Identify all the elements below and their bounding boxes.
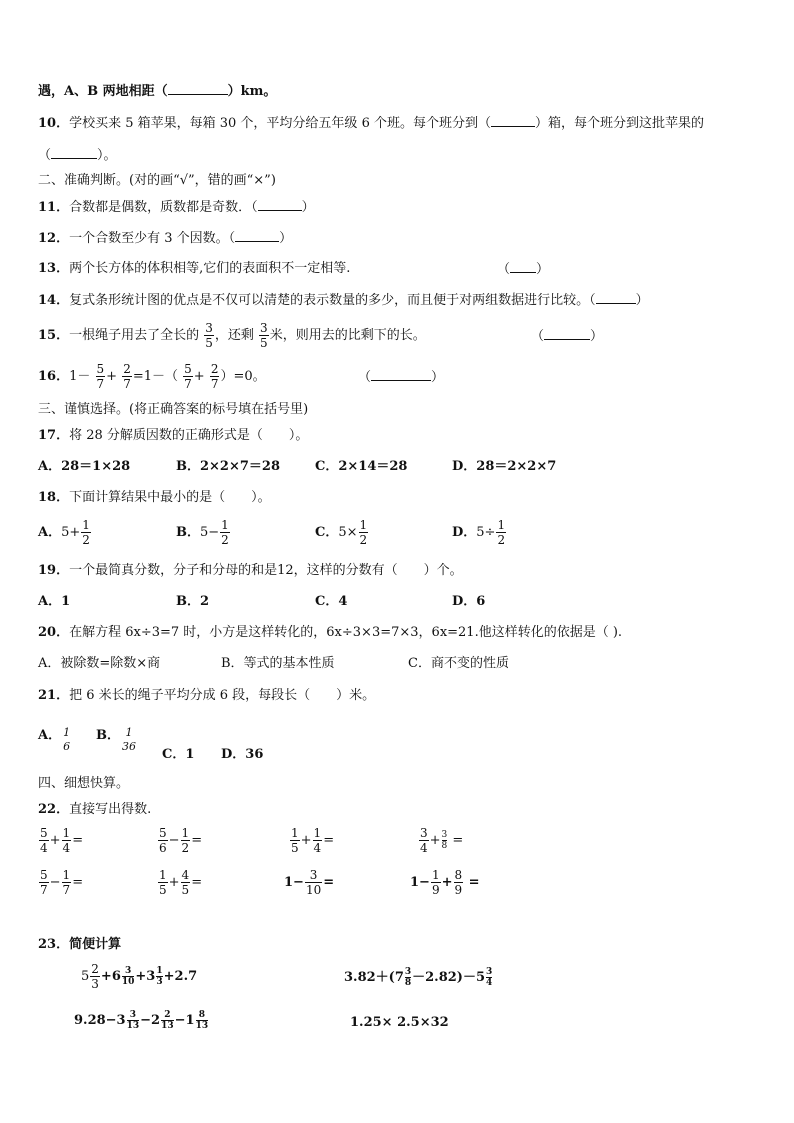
answer-blank[interactable] xyxy=(371,368,431,381)
question-16: 16．1－ $\frac{5}{7}$ + $\frac{2}{7}$ =1－（ $\frac{5}{7}$ + $\frac{2}{7}$ ）=0。 xyxy=(38,362,266,391)
answer-blank[interactable] xyxy=(51,146,97,159)
fraction: $\frac{1}{3}$ xyxy=(156,966,163,987)
fraction: $\frac{8}{13}$ xyxy=(195,1010,209,1031)
question-13-paren: （ ） xyxy=(497,262,550,277)
question-13: 13．两个长方体的体积相等,它们的表面积不一定相等. xyxy=(38,261,351,276)
q9-tail: 遇，A、B 两地相距（ ）km。 xyxy=(38,84,277,99)
question-22: 22．直接写出得数. xyxy=(38,802,152,817)
calc-expression-1: 5 $\frac{2}{3}$ +6 $\frac{3}{10}$ +3 $\frac{1}{3}$ +2.7 xyxy=(81,962,198,991)
calc-item: $\frac{1}{5}$ + $\frac{4}{5}$ = xyxy=(159,868,203,897)
question-20: 20．在解方程 6x÷3=7 时，小方是这样转化的，6x÷3×3=7×3，6x=21.他这样转化的依据是（ ). xyxy=(38,625,623,640)
answer-blank[interactable] xyxy=(258,198,302,211)
fraction: $\frac{1}{4}$ xyxy=(62,826,71,855)
fraction: $\frac{8}{9}$ xyxy=(454,868,463,897)
fraction: $\frac{2}{13}$ xyxy=(161,1010,174,1031)
fraction: 1 6 xyxy=(63,726,71,753)
fraction: $\frac{3}{13}$ xyxy=(126,1010,140,1031)
question-11: 11．合数都是偶数，质数都是奇数．（ ） xyxy=(38,200,315,215)
question-19: 19．一个最简真分数，分子和分母的和是12，这样的分数有（ ）个。 xyxy=(38,563,463,578)
option-d[interactable]: D．5÷ $\frac{1}{2}$ xyxy=(452,518,506,547)
option-a[interactable]: A． 1 6 xyxy=(38,726,71,753)
option-c[interactable]: C．2×14＝28 xyxy=(315,459,408,474)
fraction: $\frac{5}{6}$ xyxy=(159,826,167,855)
calc-expression-3: 9.28−3 $\frac{3}{13}$ −2 $\frac{2}{13}$ −1 $\frac{8}{13}$ xyxy=(74,1010,209,1031)
question-14: 14．复式条形统计图的优点是不仅可以清楚的表示数量的多少，而且便于对两组数据进行比较。（ ） xyxy=(38,293,649,308)
question-12: 12．一个合数至少有 3 个因数。（ ） xyxy=(38,231,293,246)
question-15-paren: （ ） xyxy=(531,329,604,344)
question-21: 21．把 6 米长的绳子平均分成 6 段，每段长（ ）米。 xyxy=(38,688,376,703)
option-d[interactable]: D．6 xyxy=(452,594,486,609)
fraction: $\frac{1}{2}$ xyxy=(497,518,506,547)
fraction: $\frac{2}{7}$ xyxy=(123,362,131,391)
option-b[interactable]: B．2×2×7＝28 xyxy=(176,459,281,474)
section-3-heading: 三、谨慎选择。(将正确答案的标号填在括号里) xyxy=(38,402,309,417)
fraction: $\frac{1}{2}$ xyxy=(221,518,229,547)
option-a[interactable]: A．1 xyxy=(38,594,71,609)
option-c[interactable]: C．商不变的性质 xyxy=(408,656,509,671)
fraction: $\frac{3}{5}$ xyxy=(205,321,213,350)
fraction: $\frac{1}{4}$ xyxy=(313,826,322,855)
answer-blank[interactable] xyxy=(168,82,228,95)
option-d[interactable]: D．36 xyxy=(221,747,264,762)
question-15: 15．一根绳子用去了全长的 $\frac{3}{5}$ ，还剩 $\frac{3}{5}$ 米，则用去的比剩下的长。 xyxy=(38,321,426,350)
question-18: 18．下面计算结果中最小的是（ ）。 xyxy=(38,490,271,505)
fraction: $\frac{5}{7}$ xyxy=(96,362,105,391)
calc-item: 1− $\frac{3}{10}$ = xyxy=(284,868,335,897)
calc-item: $\frac{5}{6}$ − $\frac{1}{2}$ = xyxy=(159,826,203,855)
fraction: $\frac{4}{5}$ xyxy=(181,868,190,897)
section-2-heading: 二、准确判断。(对的画“√”，错的画“×”) xyxy=(38,173,276,188)
fraction: $\frac{3}{8}$ xyxy=(441,830,448,851)
fraction: $\frac{1}{2}$ xyxy=(181,826,190,855)
calc-expression-4: 1.25× 2.5×32 xyxy=(350,1015,449,1030)
calc-expression-2: 3.82＋(7 $\frac{3}{8}$ －2.82)－5 $\frac{3}{4}$ xyxy=(344,967,493,988)
option-c[interactable]: C．4 xyxy=(315,594,348,609)
option-a[interactable]: A．5+ $\frac{1}{2}$ xyxy=(38,518,90,547)
calc-item: $\frac{5}{7}$ − $\frac{1}{7}$ = xyxy=(40,868,84,897)
question-23: 23．简便计算 xyxy=(38,937,122,952)
option-b[interactable]: B． 1 36 xyxy=(96,726,136,753)
question-16-paren: （ ） xyxy=(358,370,445,385)
fraction: $\frac{5}{7}$ xyxy=(184,362,192,391)
answer-blank[interactable] xyxy=(491,114,535,127)
fraction: $\frac{3}{8}$ xyxy=(404,967,412,988)
section-4-heading: 四、细想快算。 xyxy=(38,776,130,791)
answer-blank[interactable] xyxy=(235,229,279,242)
fraction: $\frac{3}{10}$ xyxy=(305,868,322,897)
option-c[interactable]: C．1 xyxy=(162,747,195,762)
fraction: $\frac{1}{2}$ xyxy=(359,518,368,547)
fraction: $\frac{3}{10}$ xyxy=(121,966,135,987)
fraction: $\frac{1}{5}$ xyxy=(159,868,167,897)
fraction: $\frac{1}{5}$ xyxy=(291,826,299,855)
option-c[interactable]: C．5× $\frac{1}{2}$ xyxy=(315,518,368,547)
fraction: $\frac{3}{5}$ xyxy=(260,321,268,350)
fraction: $\frac{1}{2}$ xyxy=(82,518,90,547)
option-a[interactable]: A．被除数=除数×商 xyxy=(38,656,161,671)
option-b[interactable]: B．等式的基本性质 xyxy=(221,656,335,671)
fraction: 1 36 xyxy=(122,726,136,753)
fraction: $\frac{1}{9}$ xyxy=(431,868,440,897)
option-a[interactable]: A．28＝1×28 xyxy=(38,459,131,474)
fraction: $\frac{3}{4}$ xyxy=(420,826,428,855)
calc-item: $\frac{1}{5}$ + $\frac{1}{4}$ = xyxy=(291,826,335,855)
fraction: $\frac{3}{4}$ xyxy=(485,967,493,988)
answer-blank[interactable] xyxy=(596,291,636,304)
question-17: 17．将 28 分解质因数的正确形式是（ ）。 xyxy=(38,428,309,443)
calc-item: 1− $\frac{1}{9}$ + $\frac{8}{9}$ = xyxy=(410,868,480,897)
fraction: $\frac{1}{7}$ xyxy=(62,868,71,897)
option-b[interactable]: B．5− $\frac{1}{2}$ xyxy=(176,518,229,547)
question-10-line2: （ ）。 xyxy=(38,148,117,163)
calc-item: $\frac{3}{4}$ + $\frac{3}{8}$ = xyxy=(420,826,464,855)
answer-blank[interactable] xyxy=(510,260,536,273)
option-b[interactable]: B．2 xyxy=(176,594,210,609)
fraction: $\frac{2}{7}$ xyxy=(210,362,219,391)
answer-blank[interactable] xyxy=(544,327,590,340)
question-10: 10．学校买来 5 箱苹果，每箱 30 个，平均分给五年级 6 个班。每个班分到（ ）箱，每个班分到这批苹果的 xyxy=(38,116,704,131)
fraction: $\frac{5}{4}$ xyxy=(40,826,48,855)
option-d[interactable]: D．28＝2×2×7 xyxy=(452,459,557,474)
fraction: $\frac{5}{7}$ xyxy=(40,868,48,897)
fraction: $\frac{2}{3}$ xyxy=(91,962,99,991)
calc-item: $\frac{5}{4}$ + $\frac{1}{4}$ = xyxy=(40,826,84,855)
